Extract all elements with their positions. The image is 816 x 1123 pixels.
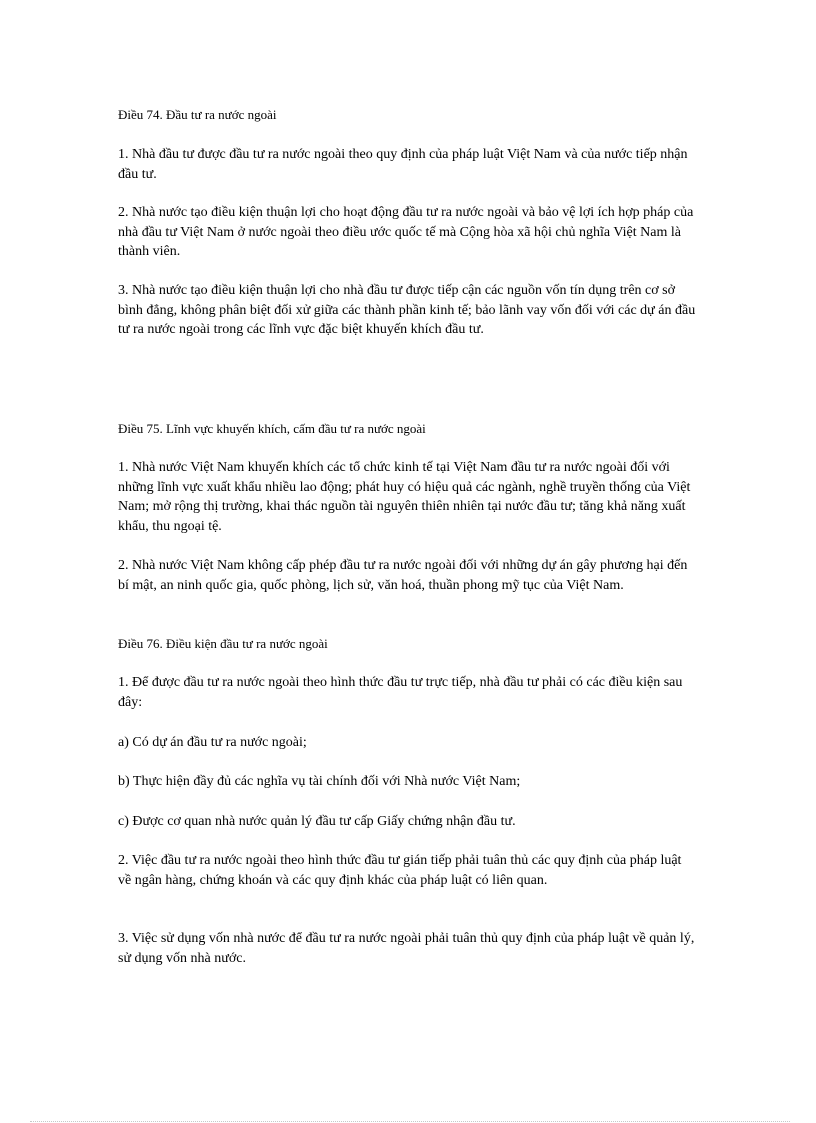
article-75-paragraph-2: 2. Nhà nước Việt Nam không cấp phép đầu tư ra nước ngoài đối với những dự án gây phương hại đến bí mật, an ninh quốc gia, quốc phòng, lịch sử, văn hoá, thuần phong mỹ tục của Việt Nam. [118, 558, 688, 593]
article-76-item-a: a) Có dự án đầu tư ra nước ngoài; [118, 735, 307, 750]
article-74-paragraph-2: 2. Nhà nước tạo điều kiện thuận lợi cho hoạt động đầu tư ra nước ngoài và bảo vệ lợi ích hợp pháp của nhà đầu tư Việt Nam ở nước ngoài theo điều ước quốc tế mà Cộng hòa xã hội chủ nghĩa Việt Nam là thành viên. [118, 205, 694, 259]
article-75-heading: Điều 75. Lĩnh vực khuyến khích, cấm đầu tư ra nước ngoài [118, 421, 426, 436]
article-74-paragraph-3: 3. Nhà nước tạo điều kiện thuận lợi cho nhà đầu tư được tiếp cận các nguồn vốn tín dụng trên cơ sở bình đẳng, không phân biệt đối xử giữa các thành phần kinh tế; bảo lãnh vay vốn đối với các dự án đầu tư ra nước ngoài trong các lĩnh vực đặc biệt khuyến khích đầu tư. [118, 283, 696, 337]
article-74-paragraph-1: 1. Nhà đầu tư được đầu tư ra nước ngoài theo quy định của pháp luật Việt Nam và của nước tiếp nhận đầu tư. [118, 147, 688, 182]
article-76-paragraph-2: 2. Việc đầu tư ra nước ngoài theo hình thức đầu tư gián tiếp phải tuân thủ các quy định của pháp luật về ngân hàng, chứng khoán và các quy định khác của pháp luật có liên quan. [118, 853, 682, 888]
article-76-paragraph-1: 1. Để được đầu tư ra nước ngoài theo hình thức đầu tư trực tiếp, nhà đầu tư phải có các điều kiện sau đây: [118, 675, 683, 710]
article-76-item-b: b) Thực hiện đầy đủ các nghĩa vụ tài chính đối với Nhà nước Việt Nam; [118, 774, 521, 789]
article-74-heading: Điều 74. Đầu tư ra nước ngoài [118, 107, 277, 122]
article-76-paragraph-3: 3. Việc sử dụng vốn nhà nước để đầu tư ra nước ngoài phải tuân thủ quy định của pháp luật về quản lý, sử dụng vốn nhà nước. [118, 931, 695, 966]
article-75-paragraph-1: 1. Nhà nước Việt Nam khuyến khích các tổ chức kinh tế tại Việt Nam đầu tư ra nước ngoài đối với những lĩnh vực xuất khẩu nhiều lao động; phát huy có hiệu quả các ngành, nghề truyền thống của Việt Nam; mở rộng thị trường, khai thác nguồn tài nguyên thiên nhiên tại nước đầu tư; tăng khả năng xuất khẩu, thu ngoại tệ. [118, 460, 691, 534]
page-bottom-divider [30, 1121, 790, 1122]
article-76-item-c: c) Được cơ quan nhà nước quản lý đầu tư cấp Giấy chứng nhận đầu tư. [118, 814, 516, 829]
article-76-heading: Điều 76. Điều kiện đầu tư ra nước ngoài [118, 636, 328, 651]
